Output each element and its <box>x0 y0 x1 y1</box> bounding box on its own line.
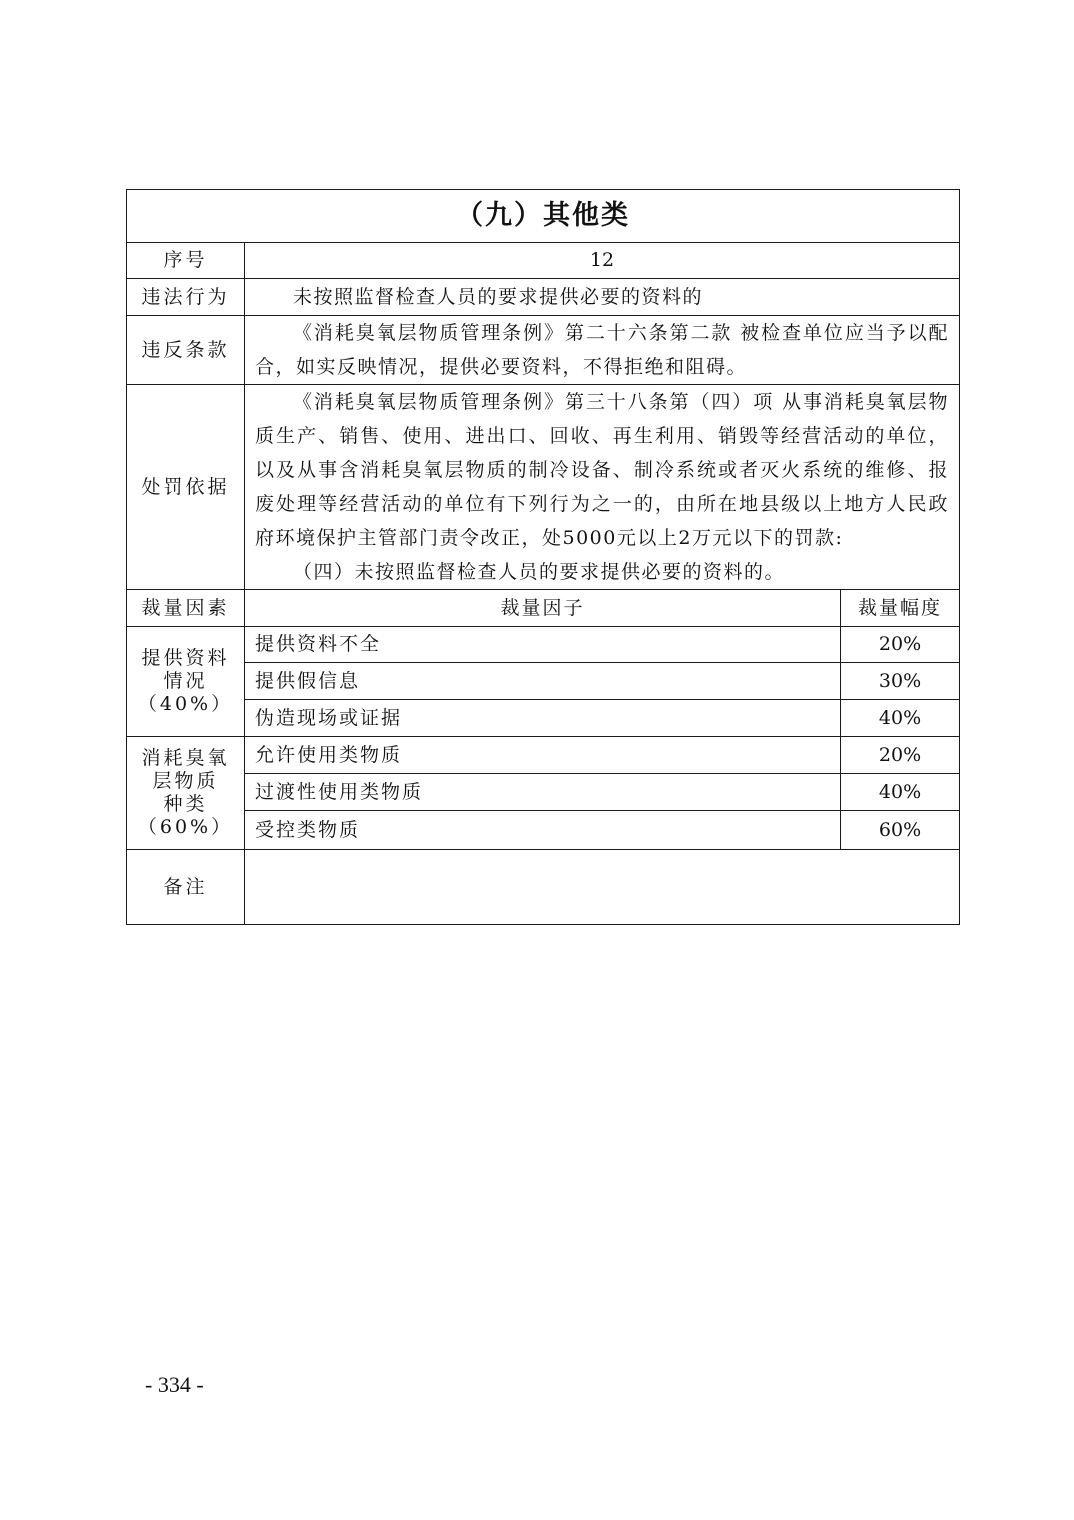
factor-value: 20% <box>841 627 960 663</box>
factor-row <box>127 774 960 811</box>
discretion-subfactor-header: 裁量因子 <box>245 590 841 627</box>
factor-group-label-line: 提供资料 <box>141 647 230 670</box>
remarks-row <box>127 850 960 925</box>
serial-row <box>127 243 960 279</box>
remarks-label: 备注 <box>127 850 245 925</box>
factor-value: 20% <box>841 737 960 774</box>
remarks-value <box>245 850 960 925</box>
factor-group-label-line: 种类 <box>163 793 208 815</box>
factor-row <box>127 811 960 850</box>
discretion-range-header: 裁量幅度 <box>841 590 960 627</box>
factor-group-label-line: 消耗臭氧 <box>141 747 230 770</box>
discretion-factor-header: 裁量因素 <box>127 590 245 627</box>
factor-group-label <box>127 737 245 850</box>
serial-label: 序号 <box>127 243 245 279</box>
factor-row <box>127 737 960 774</box>
factor-group-label-line: 层物质 <box>152 770 219 793</box>
factor-value: 40% <box>841 774 960 811</box>
penalty-basis-cell <box>245 385 960 590</box>
factor-group-label <box>127 627 245 737</box>
clause-text: 《消耗臭氧层物质管理条例》第二十六条第二款 被检查单位应当予以配合，如实反映情况，提供必要资料，不得拒绝和阻碍。 <box>255 322 950 378</box>
discretion-header-row <box>127 590 960 627</box>
penalty-basis-paragraph-1: 《消耗臭氧层物质管理条例》第三十八条第（四）项 从事消耗臭氧层物质生产、销售、使用、进出口、回收、再生利用、销毁等经营活动的单位，以及从事含消耗臭氧层物质的制冷设备、制冷系统或者灭火系统的维修、报废处理等经营活动的单位有下列行为之一的，由所在地县级以上地方人民政府环境保护主管部门责令改正，处5000元以上2万元以下的罚款: <box>255 391 950 549</box>
factor-group-label-line: （60%） <box>137 815 234 838</box>
factor-value: 60% <box>841 811 960 850</box>
penalty-basis-label: 处罚依据 <box>127 385 245 590</box>
factor-value: 30% <box>841 663 960 700</box>
clause-cell <box>245 316 960 385</box>
violation-row <box>127 279 960 316</box>
violation-value: 未按照监督检查人员的要求提供必要的资料的 <box>293 286 704 308</box>
factor-name: 提供资料不全 <box>245 627 841 663</box>
factor-name: 过渡性使用类物质 <box>245 774 841 811</box>
violation-label: 违法行为 <box>127 279 245 316</box>
factor-row <box>127 700 960 737</box>
factor-group-label-line: 情况 <box>163 670 208 693</box>
title-row <box>127 190 960 243</box>
factor-row <box>127 627 960 663</box>
factor-group-label-line: （40%） <box>137 692 234 715</box>
clause-row <box>127 316 960 385</box>
clause-label: 违反条款 <box>127 316 245 385</box>
factor-row <box>127 663 960 700</box>
serial-value: 12 <box>245 243 960 279</box>
factor-name: 受控类物质 <box>245 811 841 850</box>
factor-name: 允许使用类物质 <box>245 737 841 774</box>
factor-name: 伪造现场或证据 <box>245 700 841 737</box>
factor-value: 40% <box>841 700 960 737</box>
penalty-basis-row <box>127 385 960 590</box>
penalty-discretion-table <box>126 189 960 925</box>
factor-name: 提供假信息 <box>245 663 841 700</box>
violation-cell <box>245 279 960 316</box>
page-number: - 334 - <box>145 1372 204 1397</box>
table-title: （九）其他类 <box>127 190 960 243</box>
penalty-basis-paragraph-2: （四）未按照监督检查人员的要求提供必要的资料的。 <box>293 561 786 583</box>
